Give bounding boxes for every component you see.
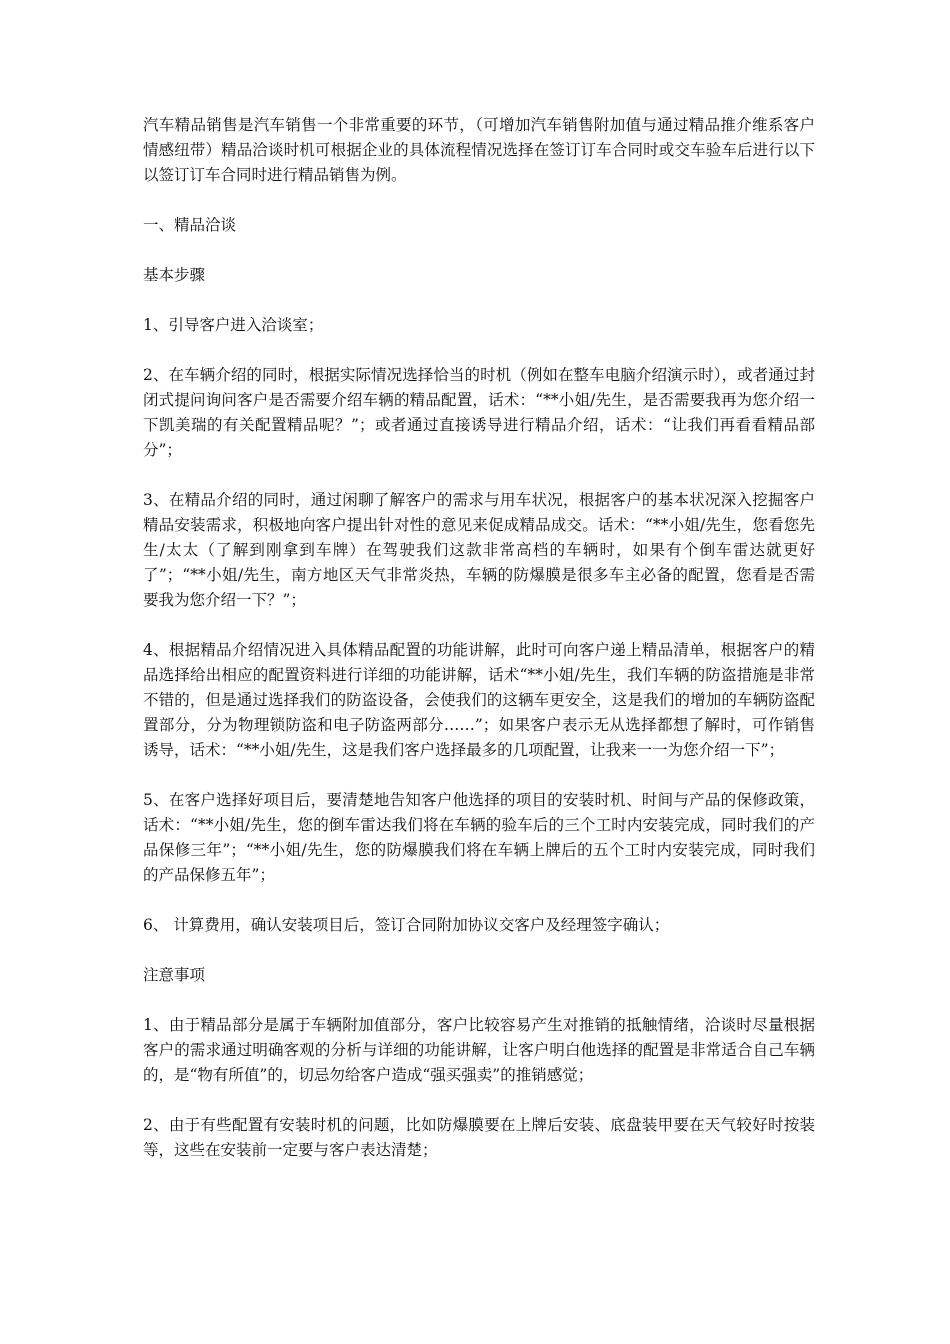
step-item: 5、在客户选择好项目后，要清楚地告知客户他选择的项目的安装时机、时间与产品的保修政策，话术：“**小姐/先生，您的倒车雷达我们将在车辆的验车后的三个工时内安装完成，同时我们的产品保修三年”；“**小姐/先生，您的防爆膜我们将在车辆上牌后的五个工时内安装完成，同时我们的产品保修五年”； [143,791,815,884]
section-title-product-negotiation: 一、精品洽谈 [143,216,237,234]
step-item: 6、 计算费用，确认安装项目后，签订合同附加协议交客户及经理签字确认； [143,916,670,934]
step-item: 3、在精品介绍的同时，通过闲聊了解客户的需求与用车状况，根据客户的基本状况深入挖掘客户精品安装需求，积极地向客户提出针对性的意见来促成精品成交。话术：“**小姐/先生，您看您先生/太太（了解到刚拿到车牌）在驾驶我们这款非常高档的车辆时，如果有个倒车雷达就更好了”；“**小姐/先生，南方地区天气非常炎热，车辆的防爆膜是很多车主必备的配置，您看是否需要我为您介绍一下？”； [143,491,815,609]
subheading-notes: 注意事项 [143,966,206,984]
intro-paragraph: 汽车精品销售是汽车销售一个非常重要的环节，（可增加汽车销售附加值与通过精品推介维系客户情感纽带）精品洽谈时机可根据企业的具体流程情况选择在签订订车合同时或交车验车后进行以下以签订订车合同时进行精品销售为例。 [143,116,815,184]
document-body [143,113,815,1188]
note-item: 2、由于有些配置有安装时机的问题，比如防爆膜要在上牌后安装、底盘装甲要在天气较好时按装等，这些在安装前一定要与客户表达清楚； [143,1116,815,1159]
step-item: 4、根据精品介绍情况进入具体精品配置的功能讲解，此时可向客户递上精品清单，根据客户的精品选择给出相应的配置资料进行详细的功能讲解，话术“**小姐/先生，我们车辆的防盗措施是非常不错的，但是通过选择我们的防盗设备，会使我们的这辆车更安全，这是我们的增加的车辆防盗配置部分，分为物理锁防盗和电子防盗两部分……”；如果客户表示无从选择都想了解时，可作销售诱导，话术：“**小姐/先生，这是我们客户选择最多的几项配置，让我来一一为您介绍一下”； [143,641,815,759]
step-item: 1、引导客户进入洽谈室； [143,316,324,334]
step-item: 2、在车辆介绍的同时，根据实际情况选择恰当的时机（例如在整车电脑介绍演示时），或者通过封闭式提问询问客户是否需要介绍车辆的精品配置，话术：“**小姐/先生，是否需要我再为您介绍一下凯美瑞的有关配置精品呢？”；或者通过直接诱导进行精品介绍，话术：“让我们再看看精品部分”； [143,366,815,459]
subheading-basic-steps: 基本步骤 [143,266,206,284]
note-item: 1、由于精品部分是属于车辆附加值部分，客户比较容易产生对推销的抵触情绪，洽谈时尽量根据客户的需求通过明确客观的分析与详细的功能讲解，让客户明白他选择的配置是非常适合自己车辆的，是“物有所值”的，切忌勿给客户造成“强买强卖”的推销感觉； [143,1016,815,1084]
